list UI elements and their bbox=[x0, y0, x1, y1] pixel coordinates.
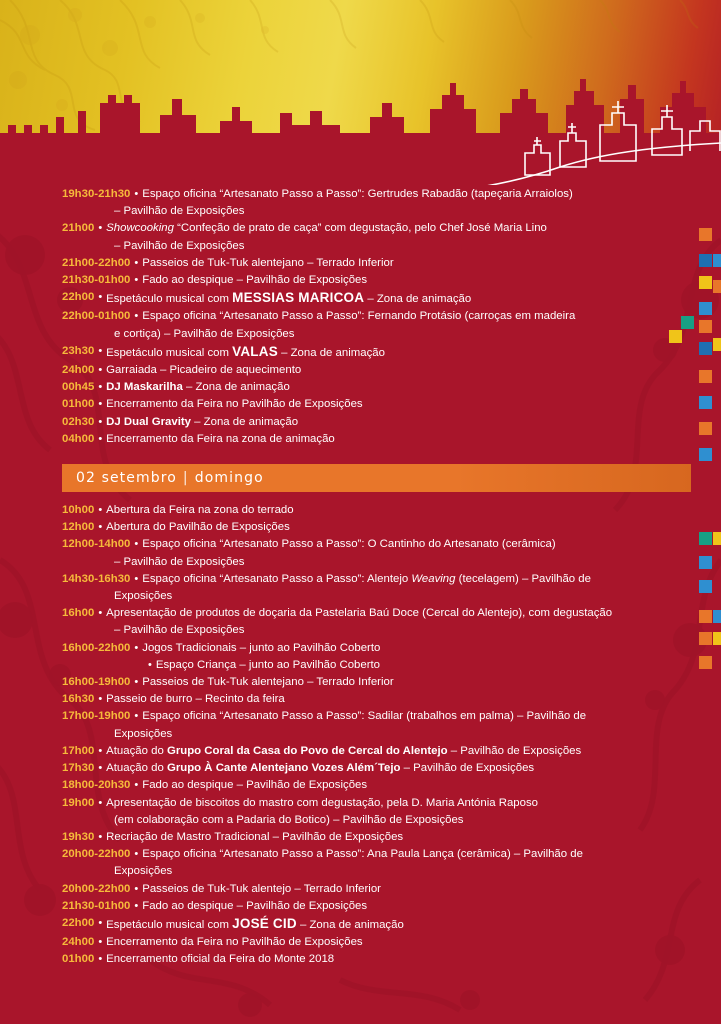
bullet-icon: • bbox=[134, 310, 139, 323]
schedule-row-text: Showcooking “Confeção de prato de caça” com degustação, pelo Chef José Maria Lino bbox=[106, 222, 547, 235]
bullet-icon: • bbox=[134, 274, 139, 287]
schedule-row-time: 21h00 bbox=[62, 222, 95, 235]
bullet-icon: • bbox=[98, 693, 103, 706]
bullet-icon: • bbox=[98, 381, 103, 394]
schedule-row-text: Espaço oficina “Artesanato Passo a Passo”: O Cantinho do Artesanato (cerâmica) bbox=[142, 538, 556, 551]
schedule-row bbox=[62, 812, 691, 829]
schedule-row-time: 17h00-19h00 bbox=[62, 710, 131, 723]
schedule-row bbox=[62, 343, 691, 362]
bullet-icon: • bbox=[98, 916, 103, 929]
schedule-row-text: – Pavilhão de Exposições bbox=[114, 205, 245, 218]
schedule-row-text: Encerramento oficial da Feira do Monte 2018 bbox=[106, 953, 335, 966]
bullet-icon: • bbox=[134, 899, 139, 912]
schedule-row-time: 16h00 bbox=[62, 607, 95, 620]
schedule-row bbox=[62, 640, 691, 657]
schedule-row bbox=[62, 708, 691, 725]
schedule-row-text: Encerramento da Feira na zona de animação bbox=[106, 432, 335, 445]
bullet-icon: • bbox=[134, 538, 139, 551]
day-header-weekday: domingo bbox=[194, 470, 264, 487]
schedule-row-text: Exposições bbox=[114, 590, 173, 603]
bullet-icon: • bbox=[98, 344, 103, 357]
schedule-row bbox=[62, 760, 691, 777]
schedule-row-text: e cortiça) – Pavilhão de Exposições bbox=[114, 327, 295, 340]
schedule-row bbox=[62, 898, 691, 915]
schedule-row-time: 21h30-01h00 bbox=[62, 274, 131, 287]
bullet-icon: • bbox=[98, 953, 103, 966]
header-banner bbox=[0, 0, 721, 185]
schedule-row-time: 21h30-01h00 bbox=[62, 899, 131, 912]
schedule-row-text: Passeios de Tuk-Tuk alentejano – Terrado Inferior bbox=[142, 256, 394, 269]
schedule-row bbox=[62, 915, 691, 934]
schedule-row bbox=[62, 934, 691, 951]
schedule-row bbox=[62, 362, 691, 379]
bullet-icon: • bbox=[98, 936, 103, 949]
schedule-row-time: 20h00-22h00 bbox=[62, 848, 131, 861]
schedule-row-text: Espaço oficina “Artesanato Passo a Passo”: Fernando Protásio (carroças em madeira bbox=[142, 310, 576, 323]
bullet-icon: • bbox=[98, 398, 103, 411]
schedule-row-text: Espetáculo musical com MESSIAS MARICOA – Zona de animação bbox=[106, 290, 472, 306]
program-content bbox=[0, 186, 721, 969]
schedule-row-time: 14h30-16h30 bbox=[62, 572, 131, 585]
schedule-row bbox=[62, 777, 691, 794]
schedule-row-time: 17h00 bbox=[62, 744, 95, 757]
schedule-day-two bbox=[0, 502, 721, 968]
schedule-row bbox=[62, 863, 691, 880]
schedule-row bbox=[62, 691, 691, 708]
schedule-row-text: DJ Dual Gravity – Zona de animação bbox=[106, 415, 299, 428]
schedule-row bbox=[62, 622, 691, 639]
bullet-icon: • bbox=[134, 848, 139, 861]
schedule-row-text: – Pavilhão de Exposições bbox=[114, 624, 245, 637]
schedule-row-text: Jogos Tradicionais – junto ao Pavilhão Coberto bbox=[142, 641, 381, 654]
schedule-row-time: 00h45 bbox=[62, 381, 95, 394]
schedule-row-text: Espetáculo musical com JOSÉ CID – Zona de animação bbox=[106, 915, 404, 931]
schedule-row bbox=[62, 272, 691, 289]
schedule-row-text: Encerramento da Feira no Pavilhão de Exposições bbox=[106, 936, 363, 949]
schedule-row bbox=[62, 657, 691, 674]
bullet-icon: • bbox=[98, 796, 103, 809]
bullet-icon: • bbox=[98, 222, 103, 235]
bullet-icon: • bbox=[134, 572, 139, 585]
schedule-row bbox=[62, 726, 691, 743]
schedule-row-time: 19h00 bbox=[62, 796, 95, 809]
schedule-row-text: Passeio de burro – Recinto da feira bbox=[106, 693, 285, 706]
schedule-row-time: 16h00-19h00 bbox=[62, 676, 131, 689]
schedule-row-text: Exposições bbox=[114, 727, 173, 740]
schedule-row bbox=[62, 605, 691, 622]
schedule-row-time: 12h00-14h00 bbox=[62, 538, 131, 551]
schedule-row bbox=[62, 326, 691, 343]
schedule-row-time: 10h00 bbox=[62, 504, 95, 517]
bullet-icon: • bbox=[98, 762, 103, 775]
bullet-icon: • bbox=[98, 521, 103, 534]
schedule-day-one bbox=[0, 186, 721, 448]
bullet-icon: • bbox=[98, 830, 103, 843]
schedule-row bbox=[62, 519, 691, 536]
schedule-row-text: (em colaboração com a Padaria do Botico) – Pavilhão de Exposições bbox=[114, 813, 464, 826]
day-header-separator: | bbox=[182, 470, 189, 487]
bullet-icon: • bbox=[134, 641, 139, 654]
schedule-row bbox=[62, 951, 691, 968]
bullet-icon: • bbox=[134, 882, 139, 895]
schedule-row bbox=[62, 881, 691, 898]
schedule-row bbox=[62, 846, 691, 863]
schedule-row-text: Espaço oficina “Artesanato Passo a Passo”: Gertrudes Rabadão (tapeçaria Arraiolos) bbox=[142, 188, 573, 200]
schedule-row bbox=[62, 203, 691, 220]
schedule-row-text: Fado ao despique – Pavilhão de Exposições bbox=[142, 779, 368, 792]
bullet-icon: • bbox=[134, 710, 139, 723]
schedule-row bbox=[62, 238, 691, 255]
bullet-icon: • bbox=[98, 364, 103, 377]
schedule-row-time: 01h00 bbox=[62, 398, 95, 411]
schedule-row-time: 01h00 bbox=[62, 953, 95, 966]
schedule-row-time: 22h00-01h00 bbox=[62, 310, 131, 323]
bullet-icon: • bbox=[98, 432, 103, 445]
schedule-row bbox=[62, 431, 691, 448]
schedule-row bbox=[62, 554, 691, 571]
schedule-row-text: Espaço oficina “Artesanato Passo a Passo”: Ana Paula Lança (cerâmica) – Pavilhão de bbox=[142, 848, 583, 861]
day-header-bar bbox=[62, 464, 691, 492]
schedule-row-time: 23h30 bbox=[62, 344, 95, 357]
schedule-row-time: 20h00-22h00 bbox=[62, 882, 131, 895]
schedule-row-time: 19h30 bbox=[62, 830, 95, 843]
schedule-row bbox=[62, 571, 691, 588]
bullet-icon: • bbox=[134, 256, 139, 269]
schedule-row-text: Recriação de Mastro Tradicional – Pavilhão de Exposições bbox=[106, 830, 404, 843]
schedule-row-time: 17h30 bbox=[62, 762, 95, 775]
schedule-row bbox=[62, 829, 691, 846]
schedule-row-time: 24h00 bbox=[62, 936, 95, 949]
schedule-row bbox=[62, 186, 691, 203]
schedule-row-text: Espetáculo musical com VALAS – Zona de animação bbox=[106, 343, 385, 359]
day-header-date: 02 setembro bbox=[76, 470, 177, 487]
schedule-row bbox=[62, 743, 691, 760]
schedule-row-text: Atuação do Grupo Coral da Casa do Povo de Cercal do Alentejo – Pavilhão de Exposições bbox=[106, 744, 582, 757]
schedule-row-time: 22h00 bbox=[62, 916, 95, 929]
schedule-row-text: Fado ao despique – Pavilhão de Exposições bbox=[142, 274, 368, 287]
schedule-row bbox=[62, 289, 691, 308]
schedule-row bbox=[62, 396, 691, 413]
schedule-row-time: 12h00 bbox=[62, 521, 95, 534]
schedule-row-text: Passeios de Tuk-Tuk alentejo – Terrado Inferior bbox=[142, 882, 381, 895]
schedule-row-time: 24h00 bbox=[62, 364, 95, 377]
schedule-row bbox=[62, 308, 691, 325]
bullet-icon: • bbox=[134, 188, 139, 200]
schedule-row-text: Abertura da Feira na zona do terrado bbox=[106, 504, 294, 517]
schedule-row-text: DJ Maskarilha – Zona de animação bbox=[106, 381, 290, 394]
schedule-row-time: 19h30-21h30 bbox=[62, 188, 131, 200]
bullet-icon: • bbox=[98, 744, 103, 757]
schedule-row bbox=[62, 536, 691, 553]
schedule-row bbox=[62, 414, 691, 431]
schedule-row-text: Atuação do Grupo À Cante Alentejano Vozes Além´Tejo – Pavilhão de Exposições bbox=[106, 762, 535, 775]
schedule-row-text: Fado ao despique – Pavilhão de Exposições bbox=[142, 899, 368, 912]
schedule-row-time: 22h00 bbox=[62, 291, 95, 304]
monte-skyline-silhouette bbox=[0, 55, 721, 185]
schedule-row-text: Espaço Criança – junto ao Pavilhão Coberto bbox=[155, 658, 381, 671]
bullet-icon: • bbox=[134, 779, 139, 792]
schedule-row-text: Garraiada – Picadeiro de aquecimento bbox=[106, 364, 302, 377]
schedule-row-text: Apresentação de biscoitos do mastro com degustação, pela D. Maria Antónia Raposo bbox=[106, 796, 538, 809]
schedule-row-text: Apresentação de produtos de doçaria da Pastelaria Baú Doce (Cercal do Alentejo), com degustação bbox=[106, 607, 613, 620]
bullet-icon: • bbox=[98, 415, 103, 428]
schedule-row bbox=[62, 379, 691, 396]
schedule-row-text: Exposições bbox=[114, 865, 173, 878]
bullet-icon: • bbox=[98, 291, 103, 304]
schedule-row bbox=[62, 502, 691, 519]
schedule-row-time: 21h00-22h00 bbox=[62, 256, 131, 269]
day-header-text bbox=[76, 470, 264, 486]
schedule-row-time: 16h30 bbox=[62, 693, 95, 706]
schedule-row-text: Espaço oficina “Artesanato Passo a Passo”: Sadilar (trabalhos em palma) – Pavilhão de bbox=[142, 710, 587, 723]
bullet-icon: • bbox=[98, 607, 103, 620]
schedule-row bbox=[62, 795, 691, 812]
bullet-icon: • bbox=[148, 658, 152, 671]
schedule-row-time: 18h00-20h30 bbox=[62, 779, 131, 792]
bullet-icon: • bbox=[134, 676, 139, 689]
schedule-row-text: Espaço oficina “Artesanato Passo a Passo”: Alentejo Weaving (tecelagem) – Pavilhão de bbox=[142, 572, 591, 585]
schedule-row bbox=[62, 255, 691, 272]
schedule-row-text: – Pavilhão de Exposições bbox=[114, 555, 245, 568]
schedule-row bbox=[62, 588, 691, 605]
schedule-row-text: Encerramento da Feira no Pavilhão de Exposições bbox=[106, 398, 363, 411]
schedule-row-text: Passeios de Tuk-Tuk alentejano – Terrado Inferior bbox=[142, 676, 394, 689]
bullet-icon: • bbox=[98, 504, 103, 517]
schedule-row bbox=[62, 674, 691, 691]
schedule-row-time: 04h00 bbox=[62, 432, 95, 445]
schedule-row-time: 02h30 bbox=[62, 415, 95, 428]
schedule-row-time: 16h00-22h00 bbox=[62, 641, 131, 654]
schedule-row-text: – Pavilhão de Exposições bbox=[114, 239, 245, 252]
schedule-row-text: Abertura do Pavilhão de Exposições bbox=[106, 521, 290, 534]
schedule-row bbox=[62, 220, 691, 237]
